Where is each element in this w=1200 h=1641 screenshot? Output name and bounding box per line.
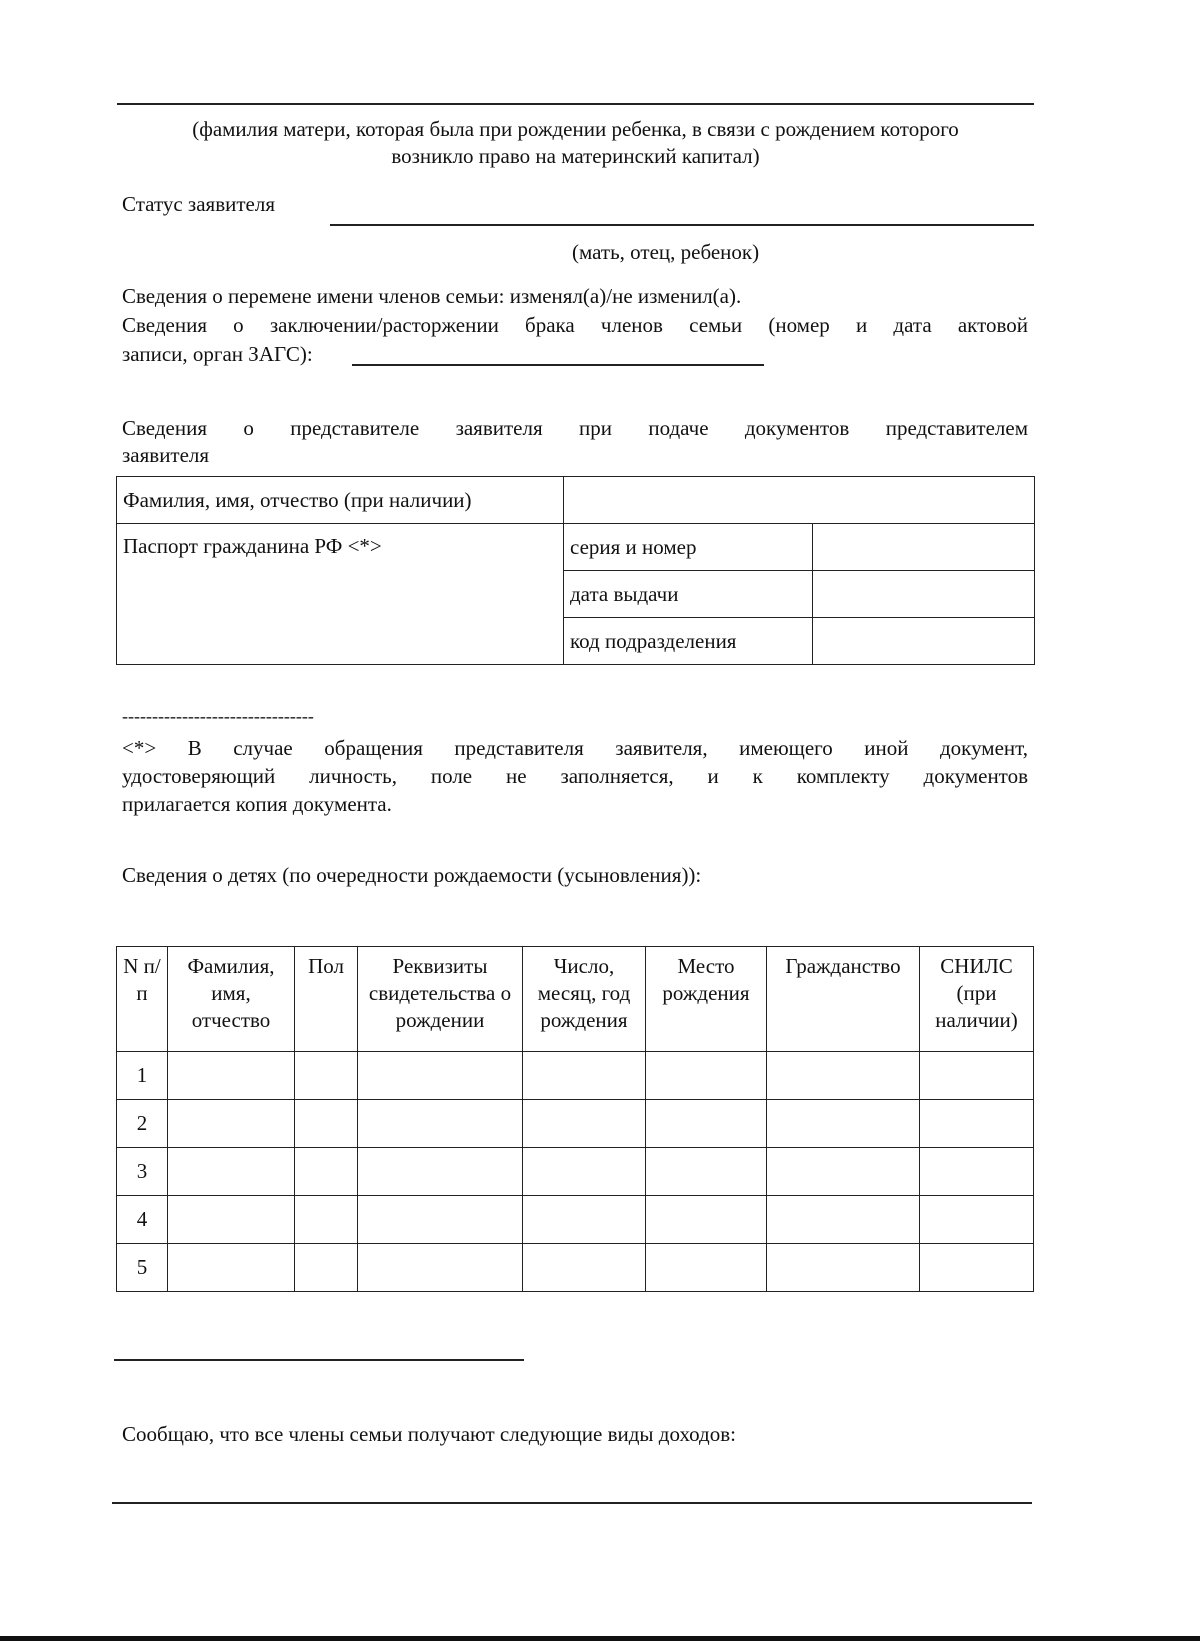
children-cell-citizenship[interactable] bbox=[767, 1148, 920, 1196]
representative-issue-date-field[interactable] bbox=[813, 571, 1035, 618]
children-table-header-row bbox=[117, 947, 1034, 1052]
children-row-number: 3 bbox=[117, 1148, 168, 1196]
children-cell-birthdate[interactable] bbox=[523, 1052, 646, 1100]
children-cell-birthplace[interactable] bbox=[646, 1148, 767, 1196]
children-cell-citizenship[interactable] bbox=[767, 1052, 920, 1100]
representative-series-field[interactable] bbox=[813, 524, 1035, 571]
representative-division-code-field[interactable] bbox=[813, 618, 1035, 665]
children-row-number: 5 bbox=[117, 1244, 168, 1292]
children-cell-birthdate[interactable] bbox=[523, 1244, 646, 1292]
marriage-record-field[interactable] bbox=[352, 364, 764, 366]
marriage-text-line1: Сведения о заключении/расторжении брака членов семьи (номер и дата актовой bbox=[122, 313, 1028, 337]
children-cell-fio[interactable] bbox=[168, 1100, 295, 1148]
children-cell-snils[interactable] bbox=[920, 1196, 1034, 1244]
table-row bbox=[117, 1100, 1034, 1148]
children-cell-sex[interactable] bbox=[295, 1196, 358, 1244]
children-col-birthdate: Число, месяц, год рождения bbox=[523, 947, 646, 1052]
representative-table bbox=[116, 476, 1035, 665]
children-cell-snils[interactable] bbox=[920, 1244, 1034, 1292]
children-row-number: 2 bbox=[117, 1100, 168, 1148]
children-table bbox=[116, 946, 1034, 1292]
marriage-text-prefix: записи, орган ЗАГС): bbox=[122, 342, 313, 366]
representative-issue-date-label: дата выдачи bbox=[564, 571, 813, 618]
income-field-line[interactable] bbox=[112, 1502, 1032, 1504]
representative-series-row bbox=[117, 524, 1035, 571]
representative-fio-row bbox=[117, 477, 1035, 524]
children-col-birthplace: Место рождения bbox=[646, 947, 767, 1052]
children-cell-citizenship[interactable] bbox=[767, 1196, 920, 1244]
children-row-number: 4 bbox=[117, 1196, 168, 1244]
children-cell-sex[interactable] bbox=[295, 1244, 358, 1292]
children-cell-certificate[interactable] bbox=[358, 1148, 523, 1196]
children-cell-citizenship[interactable] bbox=[767, 1100, 920, 1148]
scan-edge-strip bbox=[0, 1636, 1200, 1641]
table-row bbox=[117, 1052, 1034, 1100]
representative-division-code-label: код подразделения bbox=[564, 618, 813, 665]
mother-surname-caption-line2: возникло право на материнский капитал) bbox=[391, 144, 760, 168]
children-cell-certificate[interactable] bbox=[358, 1244, 523, 1292]
mother-surname-caption-line1: (фамилия матери, которая была при рождении ребенка, в связи с рождением которого bbox=[192, 117, 959, 141]
representative-series-label: серия и номер bbox=[564, 524, 813, 571]
children-cell-birthdate[interactable] bbox=[523, 1148, 646, 1196]
children-row-number: 1 bbox=[117, 1052, 168, 1100]
table-row bbox=[117, 1244, 1034, 1292]
representative-passport-label: Паспорт гражданина РФ <*> bbox=[117, 524, 564, 665]
table-row bbox=[117, 1148, 1034, 1196]
children-cell-birthdate[interactable] bbox=[523, 1100, 646, 1148]
children-col-number: N п/п bbox=[117, 947, 168, 1052]
applicant-status-caption: (мать, отец, ребенок) bbox=[572, 240, 760, 264]
children-cell-certificate[interactable] bbox=[358, 1052, 523, 1100]
children-col-fio: Фамилия, имя, отчество bbox=[168, 947, 295, 1052]
mother-surname-caption bbox=[117, 116, 1034, 170]
children-col-citizenship: Гражданство bbox=[767, 947, 920, 1052]
footnote-line3: прилагается копия документа. bbox=[122, 792, 392, 816]
children-cell-fio[interactable] bbox=[168, 1244, 295, 1292]
name-change-text: Сведения о перемене имени членов семьи: изменял(а)/не изменил(а). bbox=[122, 284, 742, 308]
children-cell-sex[interactable] bbox=[295, 1052, 358, 1100]
applicant-status-label: Статус заявителя bbox=[122, 192, 275, 216]
representative-fio-field[interactable] bbox=[564, 477, 1035, 524]
children-heading: Сведения о детях (по очередности рождаемости (усыновления)): bbox=[122, 863, 702, 887]
children-cell-sex[interactable] bbox=[295, 1148, 358, 1196]
representative-heading-line2: заявителя bbox=[122, 443, 210, 467]
children-cell-birthplace[interactable] bbox=[646, 1196, 767, 1244]
signature-line[interactable] bbox=[114, 1359, 524, 1361]
children-cell-snils[interactable] bbox=[920, 1052, 1034, 1100]
children-cell-citizenship[interactable] bbox=[767, 1244, 920, 1292]
children-cell-sex[interactable] bbox=[295, 1100, 358, 1148]
table-row bbox=[117, 1196, 1034, 1244]
representative-heading-line1: Сведения о представителе заявителя при подаче документов представителем bbox=[122, 416, 1028, 440]
children-cell-fio[interactable] bbox=[168, 1148, 295, 1196]
mother-surname-line[interactable] bbox=[117, 103, 1034, 105]
representative-fio-label: Фамилия, имя, отчество (при наличии) bbox=[117, 477, 564, 524]
children-col-snils: СНИЛС (при наличии) bbox=[920, 947, 1034, 1052]
children-cell-snils[interactable] bbox=[920, 1148, 1034, 1196]
children-cell-birthplace[interactable] bbox=[646, 1244, 767, 1292]
applicant-status-field[interactable] bbox=[330, 224, 1034, 226]
children-cell-certificate[interactable] bbox=[358, 1196, 523, 1244]
footnote-separator: -------------------------------- bbox=[122, 706, 314, 726]
children-cell-birthplace[interactable] bbox=[646, 1100, 767, 1148]
children-cell-birthdate[interactable] bbox=[523, 1196, 646, 1244]
children-cell-snils[interactable] bbox=[920, 1100, 1034, 1148]
children-col-sex: Пол bbox=[295, 947, 358, 1052]
footnote-line2: удостоверяющий личность, поле не заполняется, и к комплекту документов bbox=[122, 764, 1028, 788]
children-col-certificate: Реквизиты свидетельства о рождении bbox=[358, 947, 523, 1052]
footnote-line1: <*> В случае обращения представителя заявителя, имеющего иной документ, bbox=[122, 736, 1028, 760]
income-text: Сообщаю, что все члены семьи получают следующие виды доходов: bbox=[122, 1422, 736, 1446]
children-cell-certificate[interactable] bbox=[358, 1100, 523, 1148]
children-cell-birthplace[interactable] bbox=[646, 1052, 767, 1100]
children-cell-fio[interactable] bbox=[168, 1052, 295, 1100]
children-cell-fio[interactable] bbox=[168, 1196, 295, 1244]
